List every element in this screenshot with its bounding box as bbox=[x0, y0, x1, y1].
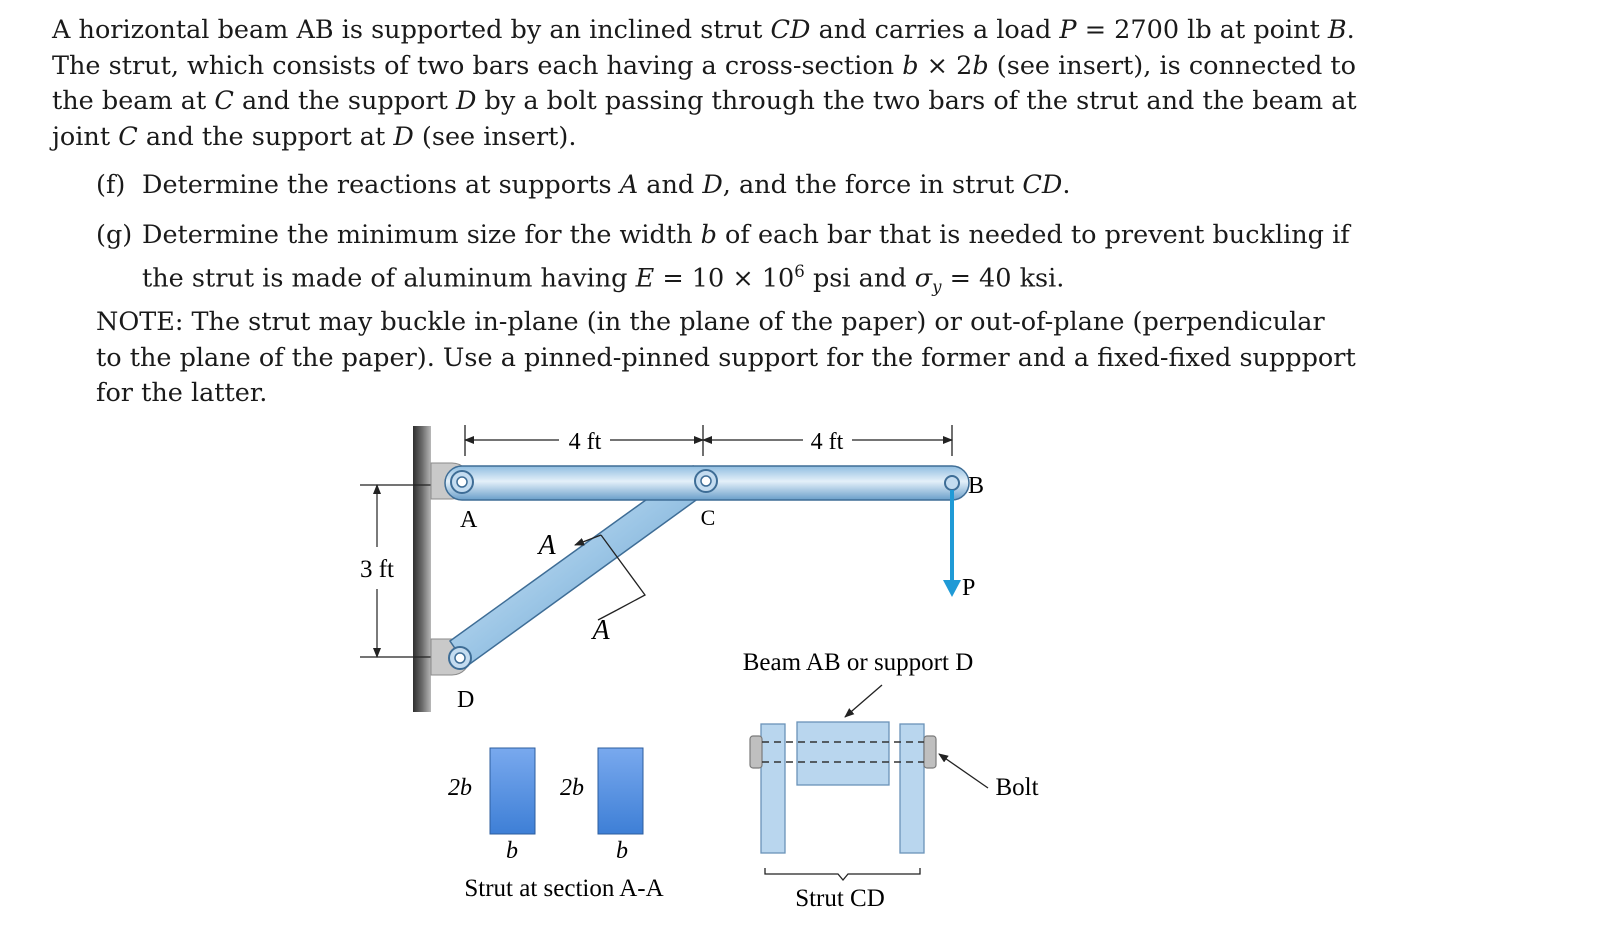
load-arrow bbox=[943, 490, 961, 597]
strut-cd-brace bbox=[765, 868, 920, 880]
part-g-label: (g) bbox=[96, 220, 133, 250]
bolt-head bbox=[750, 736, 762, 768]
note-line: for the latter. bbox=[96, 378, 268, 408]
joint-insert bbox=[750, 722, 936, 853]
intro-line: joint C and the support at D (see insert). bbox=[52, 121, 577, 152]
note-line: NOTE: The strut may buckle in-plane (in the plane of the paper) or out-of-plane (perpendicular bbox=[96, 307, 1325, 337]
label-b: B bbox=[968, 473, 985, 499]
insert-beam-block bbox=[797, 722, 889, 785]
strut-bar-section-left bbox=[490, 748, 535, 834]
section-label-a-bottom: A bbox=[592, 615, 610, 646]
part-f-label: (f) bbox=[96, 170, 126, 200]
strut-cd-label: Strut CD bbox=[795, 885, 885, 912]
label-b-left: b bbox=[506, 838, 518, 864]
label-p: P bbox=[962, 575, 976, 601]
insert-strut-bar-left bbox=[761, 724, 785, 853]
bolt-nut bbox=[924, 736, 936, 768]
section-caption: Strut at section A-A bbox=[464, 875, 664, 902]
label-2b-right: 2b bbox=[560, 775, 584, 801]
wall-support bbox=[413, 426, 431, 712]
dim-4ft-left: 4 ft bbox=[568, 429, 602, 455]
label-a: A bbox=[460, 507, 478, 533]
section-label-a-top: A bbox=[538, 530, 556, 561]
label-b-right: b bbox=[616, 838, 628, 864]
insert-strut-bar-right bbox=[900, 724, 924, 853]
strut-bar-section-right bbox=[598, 748, 643, 834]
part-f-text: Determine the reactions at supports A and D, and the force in strut CD. bbox=[142, 170, 1071, 200]
label-c: C bbox=[700, 505, 716, 530]
bolt-label: Bolt bbox=[995, 774, 1039, 801]
note-line: to the plane of the paper). Use a pinned-pinned support for the former and a fixed-fixed suppport bbox=[96, 342, 1356, 373]
part-g-text-line2: the strut is made of aluminum having $E = 10 \times 10^6$ psi and $\sigma_y = 40$ ksi. bbox=[142, 261, 1065, 297]
label-2b-left: 2b bbox=[448, 775, 472, 801]
intro-line: the beam at C and the support D by a bolt passing through the two bars of the strut and the beam at bbox=[52, 86, 1357, 116]
pin-b bbox=[945, 476, 959, 490]
intro-line: A horizontal beam AB is supported by an inclined strut CD and carries a load P = 2700 lb at point B. bbox=[52, 15, 1355, 45]
label-d: D bbox=[457, 687, 475, 713]
dim-3ft: 3 ft bbox=[359, 556, 395, 583]
dim-4ft-right: 4 ft bbox=[810, 429, 844, 455]
intro-line: The strut, which consists of two bars each having a cross-section b × 2b (see insert), is connected to bbox=[52, 50, 1357, 81]
beam-or-support-label: Beam AB or support D bbox=[742, 649, 974, 676]
part-g-text-line1: Determine the minimum size for the width b of each bar that is needed to prevent buckling if bbox=[142, 220, 1350, 250]
